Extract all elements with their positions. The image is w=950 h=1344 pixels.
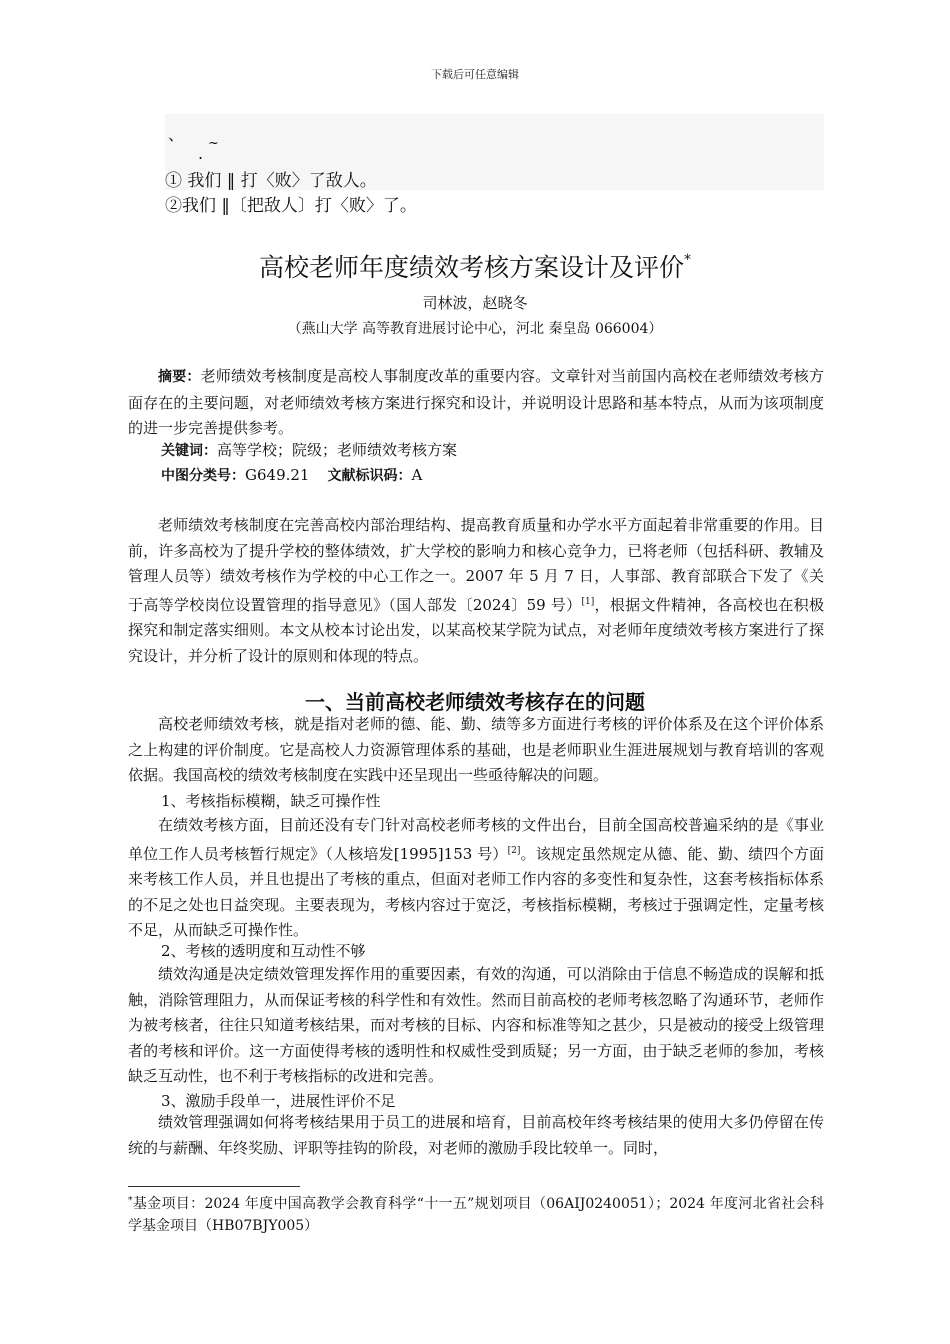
affiliation: （燕山大学 高等教育进展讨论中心，河北 秦皇岛 066004） [287, 321, 663, 337]
paragraph-text-a: 在绩效考核方面，目前还没有专门针对高校老师考核的文件出台，目前全国高校普遍采纳的是《事业单位工作人员考核暂行规定》（人核培发[1995]153 号） [128, 816, 824, 863]
keywords-label: 关键词： [161, 443, 217, 459]
document-code-value: A [411, 466, 423, 484]
example-mark: 、 [168, 125, 185, 144]
intro-paragraph [128, 513, 824, 670]
section-paragraph: 高校老师绩效考核，就是指对老师的德、能、勤、绩等多方面进行考核的评价体系及在这个评价体系之上构建的评价制度。它是高校人力资源管理体系的基础，也是老师职业生涯进展规划与教育培训的客观依据。我国高校的绩效考核制度在实践中还呈现出一些亟待解决的问题。 [128, 715, 824, 785]
classification [161, 463, 422, 489]
footnote-text: 基金项目：2024 年度中国高教学会教育科学“十一五”规划项目（06AIJ0240051）；2024 年度河北省社会科学基金项目（HB07BJY005） [128, 1196, 824, 1234]
footnote-mark: * [128, 1196, 133, 1206]
page-header: 下载后可任意编辑 [431, 68, 519, 81]
intro-text-a: 老师绩效考核制度在完善高校内部治理结构、提高教育质量和办学水平方面起着非常重要的作用。目前，许多高校为了提升学校的整体绩效，扩大学校的影响力和核心竞争力，已将老师（包括科研、教辅及管理人员等）绩效考核作为学校的中心工作之一。2007 年 5 月 7 日，人事部、教育部联合下发了《关于高等学校岗位设置管理的指导意见》（国人部发〔2024〕59 号） [128, 516, 824, 614]
intro-text-b: ，根据文件精神，各高校也在积极探究和制定落实细则。本文从校本讨论出发，以某高校某学院为试点，对老师年度绩效考核方案进行了探究设计，并分析了设计的原则和体现的特点。 [128, 595, 824, 665]
keywords-text: 高等学校；院级；老师绩效考核方案 [217, 441, 458, 459]
paragraph-text-b: 。该规定虽然规定从德、能、勤、绩四个方面来考核工作人员，并且也提出了考核的重点，但面对老师工作内容的多变性和复杂性，这套考核指标体系的不足之处也日益突现。主要表现为，考核内容过于宽泛，考核指标模糊，考核过于强调定性，定量考核不足，从而缺乏可操作性。 [128, 844, 824, 940]
section-heading: 一、当前高校老师绩效考核存在的问题 [305, 690, 645, 714]
section-paragraph: 绩效管理强调如何将考核结果用于员工的进展和培育，目前高校年终考核结果的使用大多仍停留在传统的与薪酬、年终奖励、评职等挂钩的阶段，对老师的激励手段比较单一。同时， [128, 1113, 824, 1157]
classification-label: 中图分类号： [161, 468, 245, 484]
classification-value: G649.21 [245, 466, 310, 484]
paper-title [0, 248, 950, 284]
keywords [161, 438, 457, 464]
paper-title-text: 高校老师年度绩效考核方案设计及评价 [258, 253, 684, 282]
footnote [128, 1190, 824, 1237]
authors: 司林波，赵晓冬 [422, 294, 528, 312]
citation-mark: [1] [581, 596, 595, 607]
example-mark: . [198, 144, 204, 163]
citation-mark: [2] [507, 845, 521, 856]
section-paragraph [128, 813, 824, 944]
subsection-heading: 2、考核的透明度和互动性不够 [161, 942, 366, 960]
subsection-heading: 1、考核指标模糊，缺乏可操作性 [161, 792, 381, 810]
abstract-text: 老师绩效考核制度是高校人事制度改革的重要内容。文章针对当前国内高校在老师绩效考核方面存在的主要问题，对老师绩效考核方案进行探究和设计，并说明设计思路和基本特点，从而为该项制度的进一步完善提供参考。 [128, 367, 825, 438]
document-code-label: 文献标识码： [327, 468, 412, 484]
abstract-label: 摘要： [158, 369, 201, 385]
example-sentence-2: ②我们 ‖〔把敌人〕打〈败〉了。 [165, 196, 417, 216]
example-mark: ~ [208, 136, 219, 151]
section-paragraph: 绩效沟通是决定绩效管理发挥作用的重要因素，有效的沟通，可以消除由于信息不畅造成的误解和抵触，消除管理阻力，从而保证考核的科学性和有效性。然而目前高校的老师考核忽略了沟通环节，老师作为被考核者，往往只知道考核结果，而对考核的目标、内容和标准等知之甚少，只是被动的接受上级管理者的考核和评价。这一方面使得考核的透明性和权威性受到质疑；另一方面，由于缺乏老师的参加，考核缺乏互动性，也不利于考核指标的改进和完善。 [128, 965, 824, 1086]
abstract [128, 364, 824, 442]
title-footnote-mark: * [684, 252, 691, 268]
example-sentence-1: ① 我们 ‖ 打〈败〉了敌人。 [165, 171, 377, 191]
footnote-rule [128, 1186, 300, 1187]
subsection-heading: 3、激励手段单一，进展性评价不足 [161, 1092, 396, 1110]
